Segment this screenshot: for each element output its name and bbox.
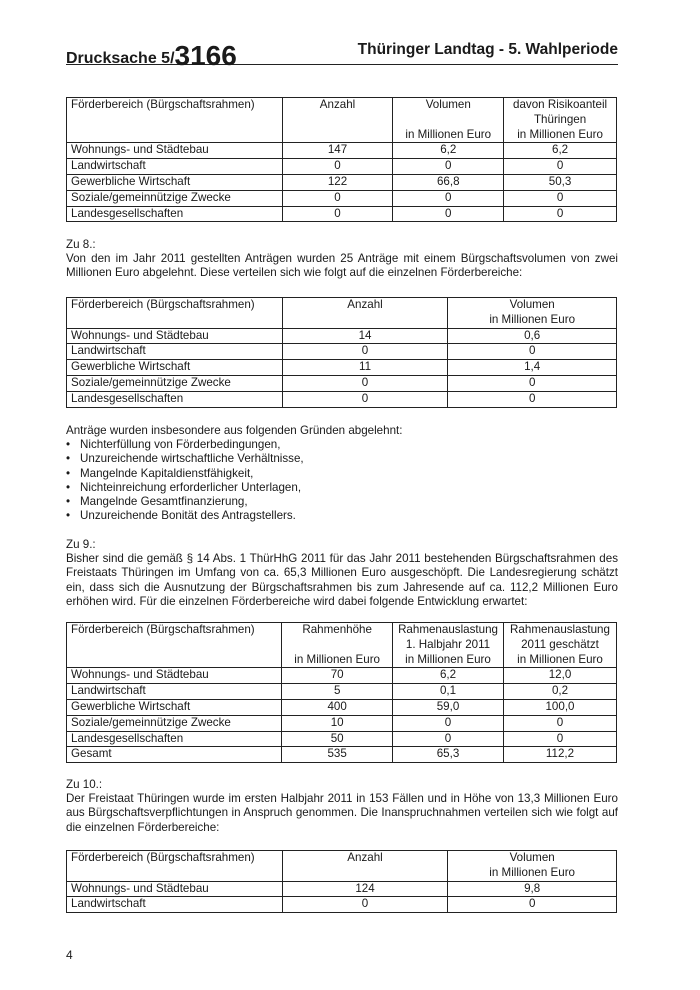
table-cell: Soziale/gemeinnützige Zwecke	[67, 715, 282, 731]
table-row	[67, 190, 617, 206]
table-cell: 0	[448, 344, 617, 360]
column-header: Volumen in Millionen Euro	[448, 851, 617, 882]
column-header: Volumen in Millionen Euro	[448, 298, 617, 329]
reasons-intro: Anträge wurden insbesondere aus folgenden Gründen abgelehnt:	[66, 424, 403, 437]
table-cell: 0	[282, 344, 448, 360]
table-cell: 6,2	[504, 143, 617, 159]
table-cell: Wohnungs- und Städtebau	[67, 143, 283, 159]
table-cell: 0	[282, 159, 393, 175]
legislative-period: Thüringer Landtag - 5. Wahlperiode	[357, 41, 618, 58]
table-rejected-applications	[66, 297, 618, 408]
table-cell: 0	[504, 206, 617, 222]
column-header: Förderbereich (Bürgschaftsrahmen)	[67, 623, 282, 668]
table-row	[67, 143, 617, 159]
table-cell: Landesgesellschaften	[67, 391, 283, 407]
page-header	[66, 30, 618, 71]
table-cell: 66,8	[393, 174, 504, 190]
table-cell: Gesamt	[67, 747, 282, 763]
table-row	[67, 391, 617, 407]
section-text: Bisher sind die gemäß § 14 Abs. 1 ThürHhG 2011 für das Jahr 2011 bestehenden Bürgschaftsrahmen des Freistaats Thüringen im Umfang von ca. 65,3 Millionen Euro ausgeschöpft. Die Landesregierung schätzt ein, dass sich die Ausnutzung der Bürgschaftsrahmen bis zum Jahresende auf ca. 112,2 Millionen Euro erhöhen wird. Für die einzelnen Förderbereiche wird dabei folgende Entwicklung erwartet:	[66, 552, 618, 608]
rejection-reasons	[66, 424, 618, 523]
table-cell: 0	[393, 190, 504, 206]
table-cell: 9,8	[448, 881, 617, 897]
table-cell: 0,2	[504, 684, 617, 700]
table-cell: Landwirtschaft	[67, 897, 283, 913]
section-10	[66, 778, 618, 835]
column-header: Rahmenauslastung 1. Halbjahr 2011 in Millionen Euro	[393, 623, 504, 668]
table-row	[67, 699, 617, 715]
column-header: Förderbereich (Bürgschaftsrahmen)	[67, 298, 283, 329]
table-cell: 70	[282, 668, 393, 684]
table-row	[67, 174, 617, 190]
table-cell: Gewerbliche Wirtschaft	[67, 174, 283, 190]
table-cell: 147	[282, 143, 393, 159]
list-item: • Mangelnde Gesamtfinanzierung,	[66, 495, 618, 509]
table-cell: 0	[393, 159, 504, 175]
table-cell: Gewerbliche Wirtschaft	[67, 360, 283, 376]
column-header: Anzahl	[282, 98, 393, 143]
table-header-row	[67, 298, 617, 329]
table-header-row	[67, 623, 617, 668]
table-header-row	[67, 851, 617, 882]
table-cell: Gewerbliche Wirtschaft	[67, 699, 282, 715]
table-cell: 6,2	[393, 668, 504, 684]
table-cell: 100,0	[504, 699, 617, 715]
table-cell: Landwirtschaft	[67, 159, 283, 175]
table-cell: 112,2	[504, 747, 617, 763]
table-cell: 0	[282, 190, 393, 206]
table-cell: 124	[282, 881, 448, 897]
table-cell: 0	[393, 715, 504, 731]
table-cell: 0	[504, 159, 617, 175]
table-cell: 50	[282, 731, 393, 747]
column-header: Rahmenauslastung 2011 geschätzt in Millionen Euro	[504, 623, 617, 668]
section-9	[66, 538, 618, 609]
column-header: Förderbereich (Bürgschaftsrahmen)	[67, 98, 283, 143]
table-claims	[66, 850, 618, 913]
table-cell: 12,0	[504, 668, 617, 684]
table-row	[67, 360, 617, 376]
table-row	[67, 328, 617, 344]
table-row	[67, 375, 617, 391]
column-header: Anzahl	[282, 851, 448, 882]
table-cell: 14	[282, 328, 448, 344]
page-number: 4	[66, 948, 73, 962]
table-cell: 65,3	[393, 747, 504, 763]
table-cell: 535	[282, 747, 393, 763]
table-cell: 400	[282, 699, 393, 715]
table-cell: 11	[282, 360, 448, 376]
section-heading: Zu 10.:	[66, 778, 103, 791]
table-cell: 0	[282, 375, 448, 391]
table-row	[67, 715, 617, 731]
table-cell: 5	[282, 684, 393, 700]
table-row	[67, 344, 617, 360]
table-cell: 0	[448, 391, 617, 407]
document-number: Drucksache 5/3166	[66, 40, 237, 71]
table-cell: 0	[448, 375, 617, 391]
table-cell: 10	[282, 715, 393, 731]
table-cell: 0	[393, 206, 504, 222]
table-row	[67, 747, 617, 763]
table-row	[67, 159, 617, 175]
section-heading: Zu 9.:	[66, 538, 96, 551]
table-cell: 0	[504, 715, 617, 731]
table-cell: 0	[504, 190, 617, 206]
table-cell: 59,0	[393, 699, 504, 715]
column-header: Förderbereich (Bürgschaftsrahmen)	[67, 851, 283, 882]
table-cell: Landwirtschaft	[67, 344, 283, 360]
table-header-row	[67, 98, 617, 143]
table-cell: Landwirtschaft	[67, 684, 282, 700]
section-8	[66, 238, 618, 281]
table-cell: Soziale/gemeinnützige Zwecke	[67, 375, 283, 391]
table-cell: 1,4	[448, 360, 617, 376]
section-heading: Zu 8.:	[66, 238, 96, 251]
table-cell: 50,3	[504, 174, 617, 190]
table-cell: Wohnungs- und Städtebau	[67, 328, 283, 344]
list-item: • Unzureichende Bonität des Antragstellers.	[66, 509, 618, 523]
table-row	[67, 731, 617, 747]
table-row	[67, 897, 617, 913]
table-cell: Landesgesellschaften	[67, 731, 282, 747]
table-cell: Soziale/gemeinnützige Zwecke	[67, 190, 283, 206]
table-cell: 122	[282, 174, 393, 190]
list-item: • Unzureichende wirtschaftliche Verhältnisse,	[66, 452, 618, 466]
section-text: Von den im Jahr 2011 gestellten Anträgen wurden 25 Anträge mit einem Bürgschaftsvolumen von zwei Millionen Euro abgelehnt. Diese verteilen sich wie folgt auf die einzelnen Förderbereiche:	[66, 252, 618, 280]
table-cell: 0	[282, 206, 393, 222]
table-cell: 0	[448, 897, 617, 913]
table-row	[67, 668, 617, 684]
table-row	[67, 684, 617, 700]
table-cell: Wohnungs- und Städtebau	[67, 881, 283, 897]
table-row	[67, 206, 617, 222]
table-cell: Landesgesellschaften	[67, 206, 283, 222]
column-header: Rahmenhöhe in Millionen Euro	[282, 623, 393, 668]
table-guarantee-frame-utilization	[66, 622, 618, 763]
table-guarantees-by-sector	[66, 97, 618, 222]
list-item: • Mangelnde Kapitaldienstfähigkeit,	[66, 467, 618, 481]
section-text: Der Freistaat Thüringen wurde im ersten Halbjahr 2011 in 153 Fällen und in Höhe von 13,3 Millionen Euro aus Bürgschaftsverpflichtungen in Anspruch genommen. Die Inanspruchnahmen verteilen sich wie folgt auf die einzelnen Förderbereiche:	[66, 792, 618, 834]
table-cell: 0,1	[393, 684, 504, 700]
column-header: Volumen in Millionen Euro	[393, 98, 504, 143]
table-cell: 0	[282, 391, 448, 407]
column-header: davon Risikoanteil Thüringen in Millionen Euro	[504, 98, 617, 143]
list-item: • Nichterfüllung von Förderbedingungen,	[66, 438, 618, 452]
table-cell: 0	[282, 897, 448, 913]
list-item: • Nichteinreichung erforderlicher Unterlagen,	[66, 481, 618, 495]
table-cell: Wohnungs- und Städtebau	[67, 668, 282, 684]
column-header: Anzahl	[282, 298, 448, 329]
table-row	[67, 881, 617, 897]
table-cell: 0	[393, 731, 504, 747]
table-cell: 0,6	[448, 328, 617, 344]
reasons-list	[66, 438, 618, 523]
table-cell: 0	[504, 731, 617, 747]
table-cell: 6,2	[393, 143, 504, 159]
